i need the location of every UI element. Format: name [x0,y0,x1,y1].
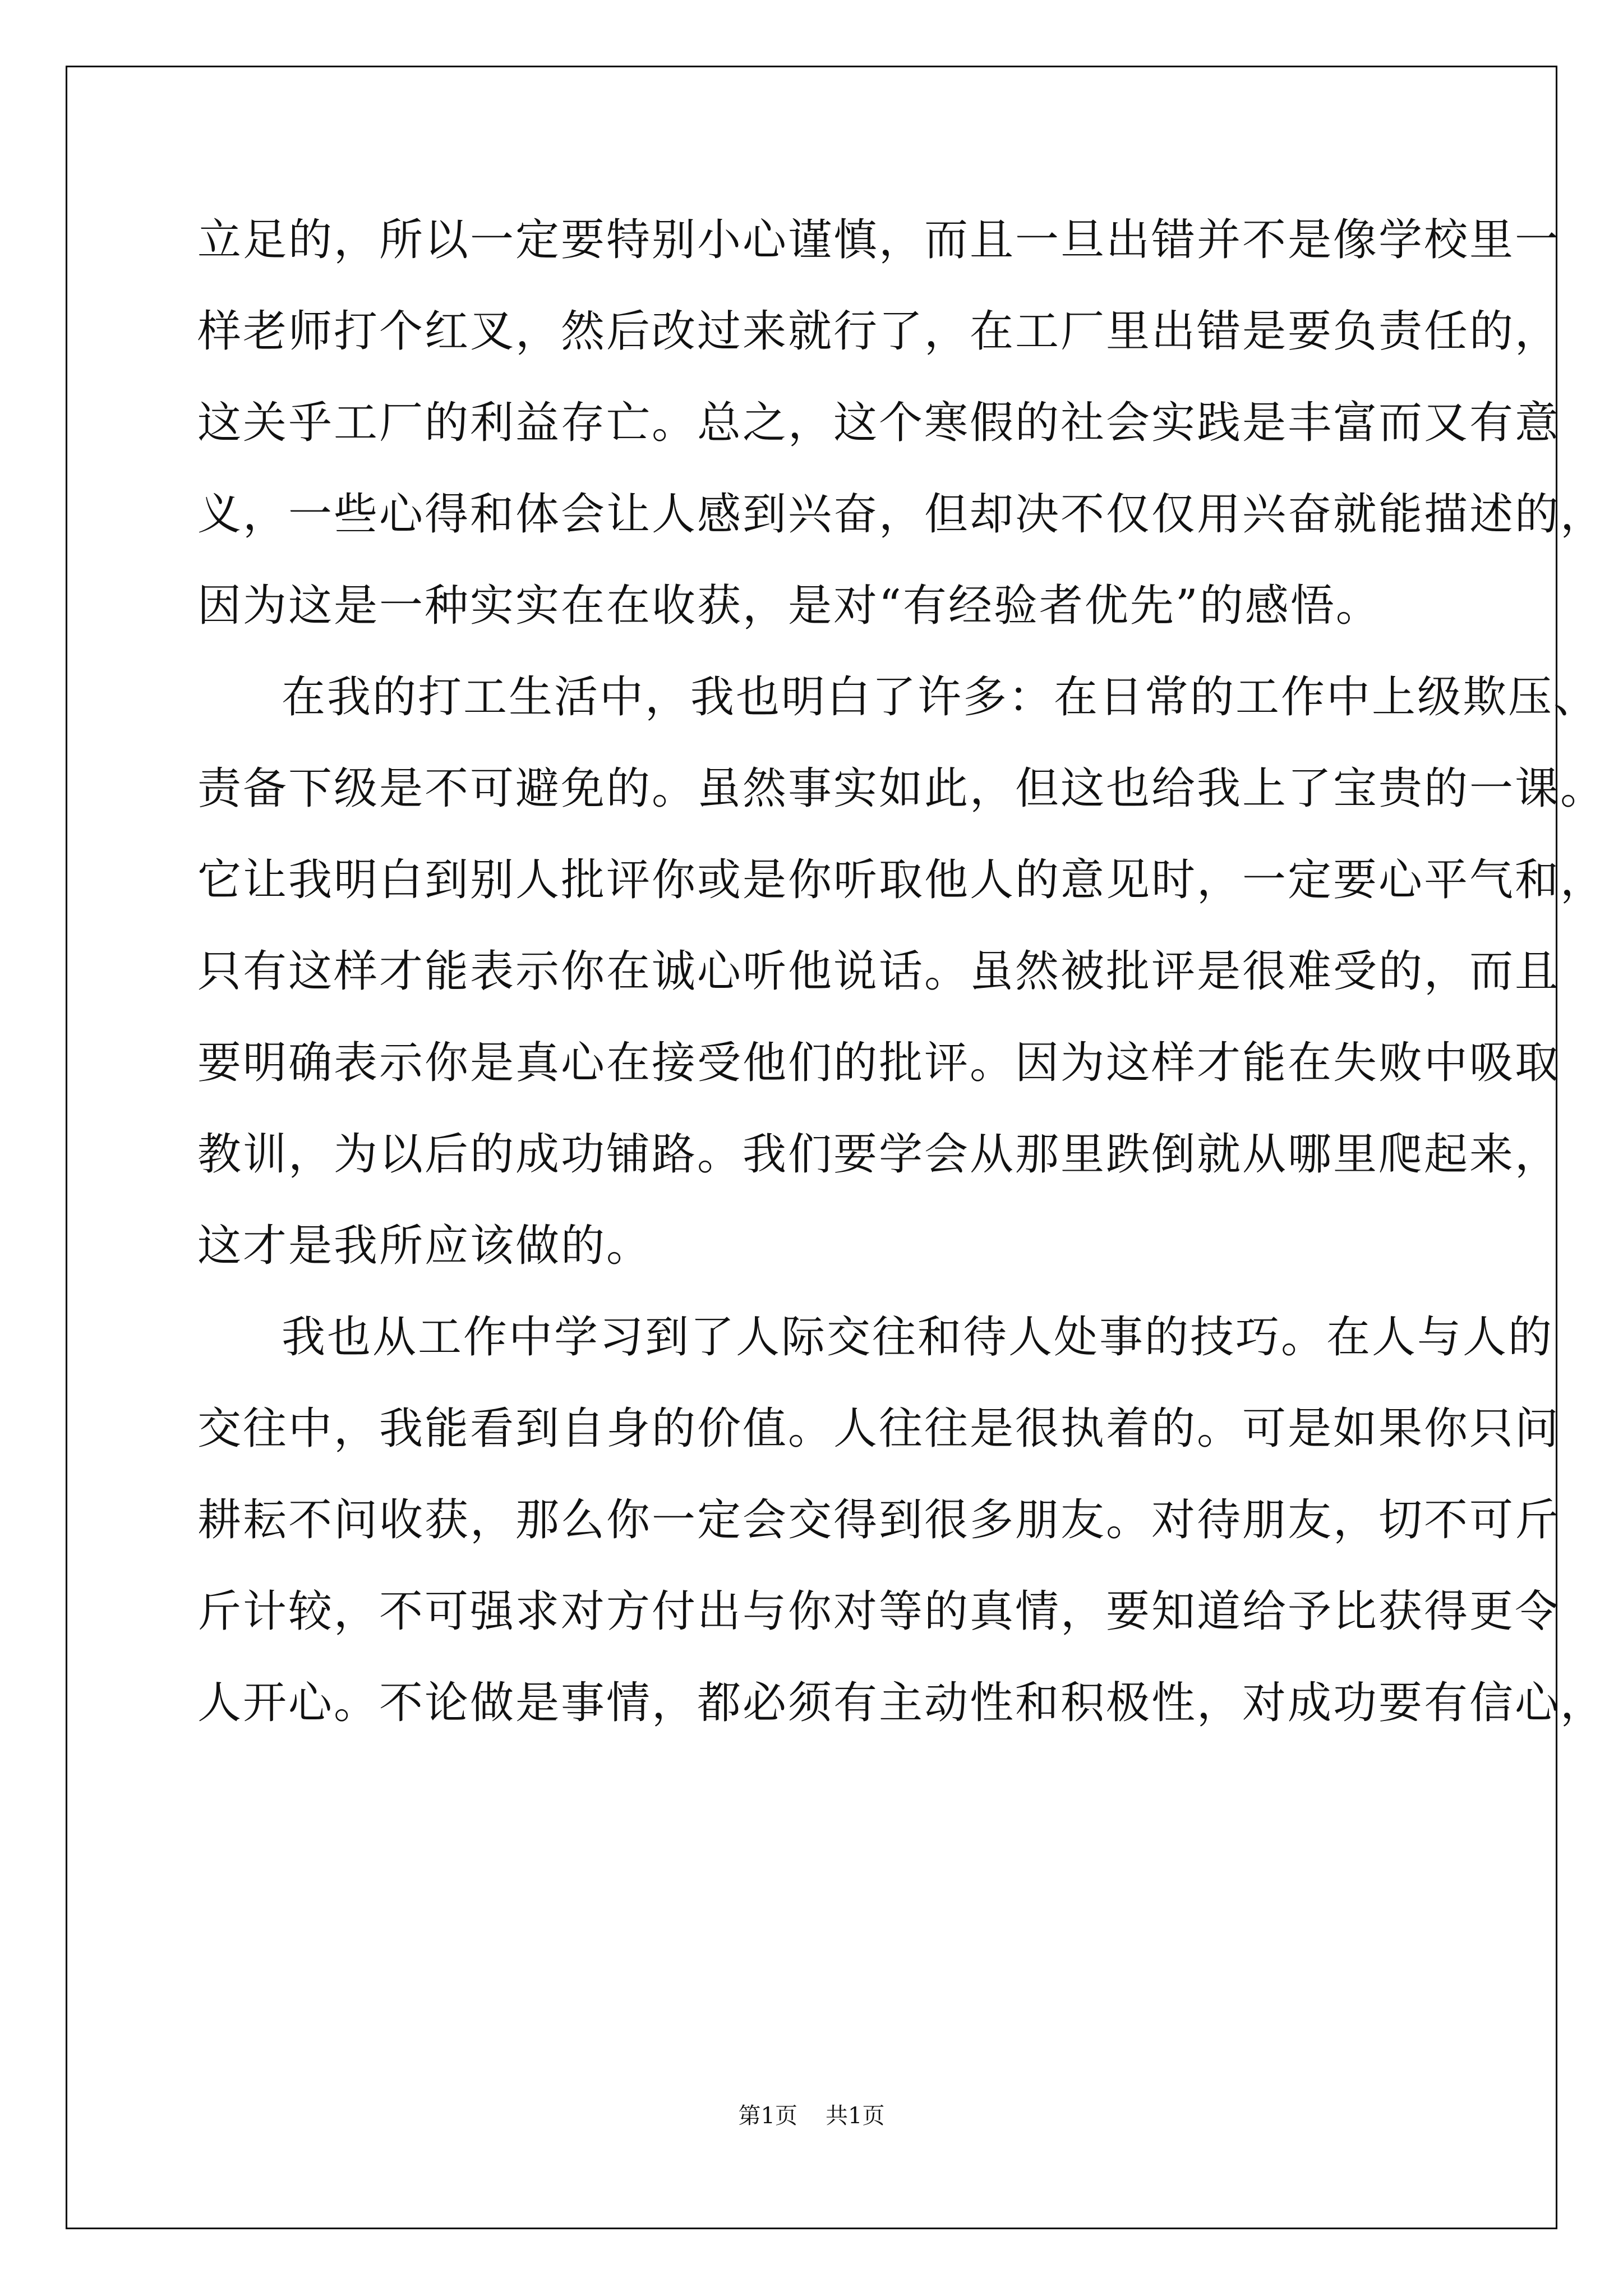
paragraph-2-line-6: 教训，为以后的成功铺路。我们要学会从那里跌倒就从哪里爬起来， [197,1129,1561,1180]
paragraph-2-line-1: 在我的打工生活中，我也明白了许多：在日常的工作中上级欺压、 [282,672,1599,723]
page-total-label: 共1页 [826,2103,885,2129]
paragraph-1-line-1: 立足的，所以一定要特别小心谨慎，而且一旦出错并不是像学校里一 [197,215,1561,265]
paragraph-3-line-3: 耕耘不问收获，那么你一定会交得到很多朋友。对待朋友，切不可斤 [197,1495,1561,1545]
paragraph-2-line-7: 这才是我所应该做的。 [197,1221,652,1271]
page-footer [0,2099,1623,2133]
paragraph-1-line-2: 样老师打个红叉，然后改过来就行了，在工厂里出错是要负责任的， [197,306,1561,357]
paragraph-2-line-2: 责备下级是不可避免的。虽然事实如此，但这也给我上了宝贵的一课。 [197,763,1606,814]
paragraph-1-line-5: 因为这是一种实实在在收获，是对“有经验者优先”的感悟。 [197,581,1381,631]
paragraph-3-line-4: 斤计较，不可强求对方付出与你对等的真情，要知道给予比获得更令 [197,1586,1561,1637]
paragraph-1-line-3: 这关乎工厂的利益存亡。总之，这个寒假的社会实践是丰富而又有意 [197,398,1561,448]
paragraph-3-line-5: 人开心。不论做是事情，都必须有主动性和积极性，对成功要有信心， [197,1678,1606,1728]
paragraph-2-line-4: 只有这样才能表示你在诚心听他说话。虽然被批评是很难受的，而且 [197,946,1561,997]
page-current-label: 第1页 [738,2103,797,2129]
paragraph-1-line-4: 义，一些心得和体会让人感到兴奋，但却决不仅仅用兴奋就能描述的， [197,489,1606,540]
paragraph-3-line-2: 交往中，我能看到自身的价值。人往往是很执着的。可是如果你只问 [197,1404,1561,1454]
paragraph-3-line-1: 我也从工作中学习到了人际交往和待人处事的技巧。在人与人的 [282,1312,1554,1363]
paragraph-2-line-3: 它让我明白到别人批评你或是你听取他人的意见时，一定要心平气和， [197,855,1606,905]
paragraph-2-line-5: 要明确表示你是真心在接受他们的批评。因为这样才能在失败中吸取 [197,1038,1561,1088]
